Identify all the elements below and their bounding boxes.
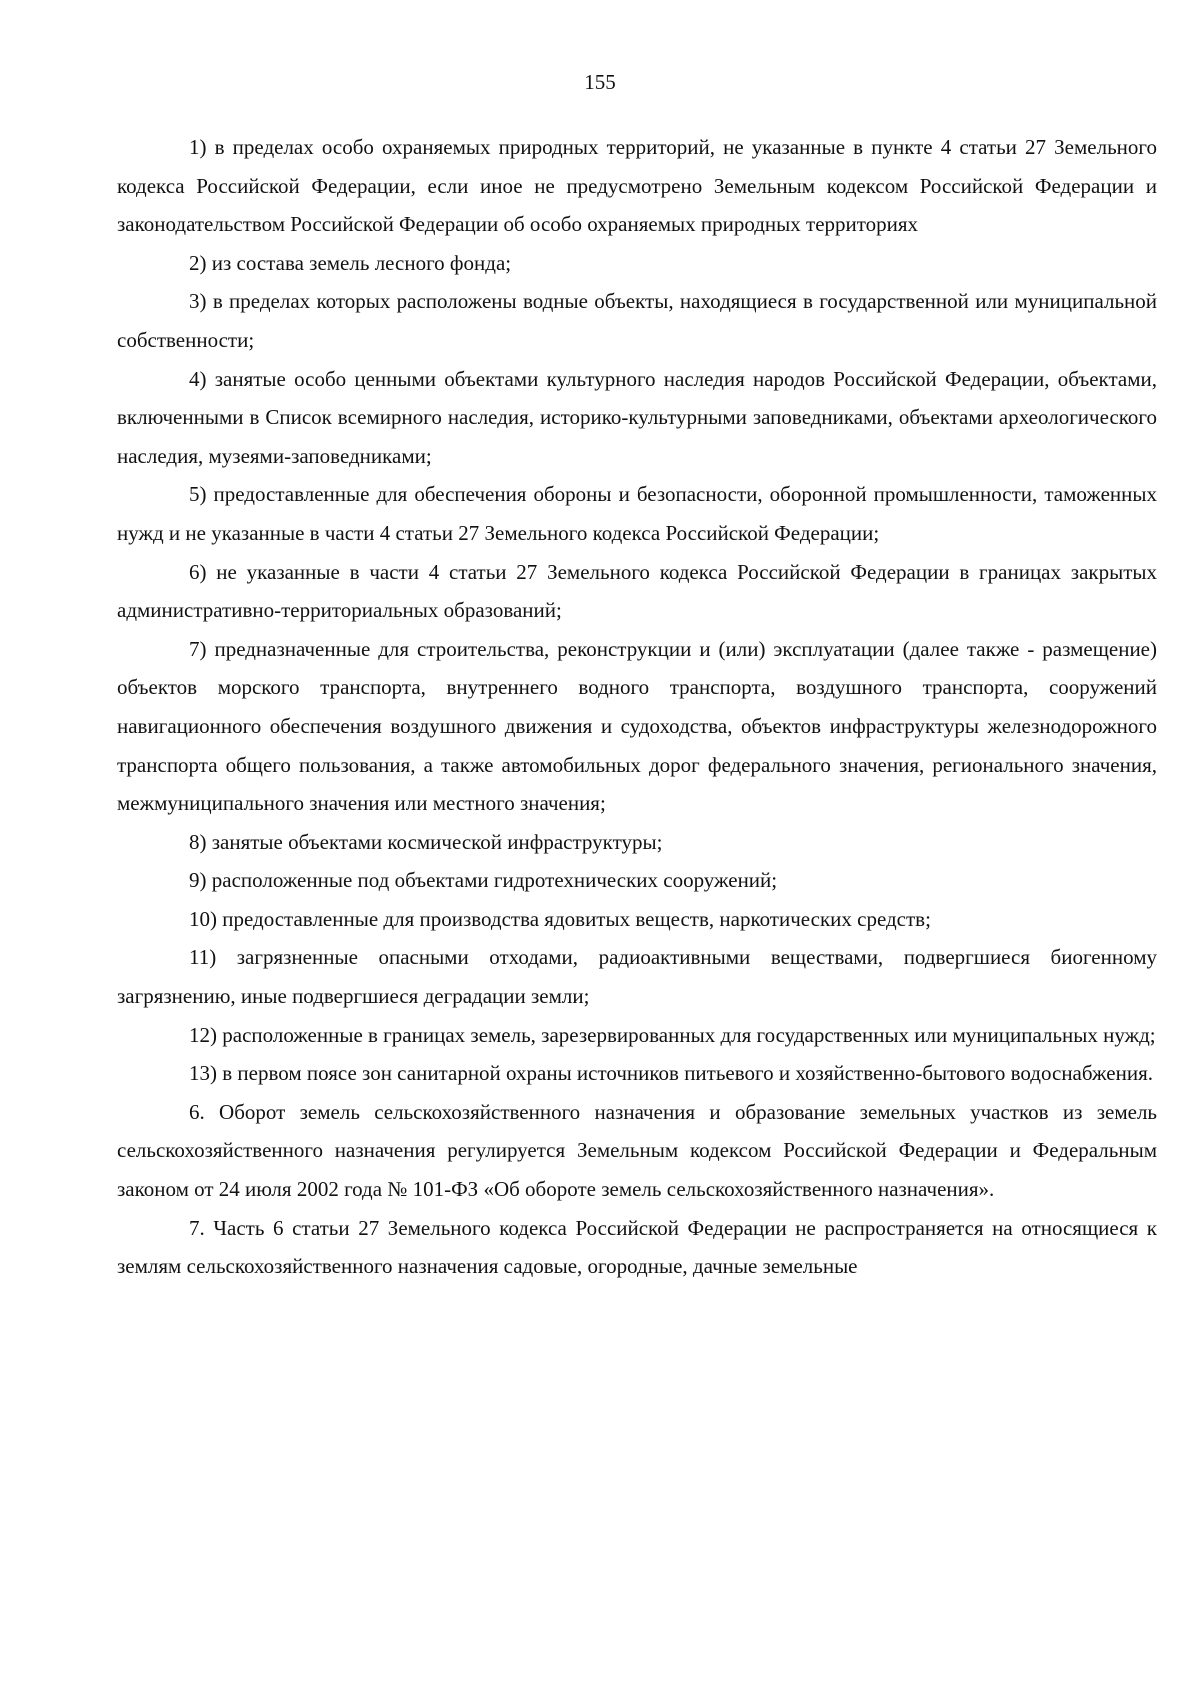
paragraph-item-13: 13) в первом поясе зон санитарной охраны источников питьевого и хозяйственно-бытового водоснабжения. <box>189 1061 1153 1086</box>
page-number: 155 <box>584 70 616 94</box>
section-7-paragraph: 7. Часть 6 статьи 27 Земельного кодекса Российской Федерации не распространяется на относящиеся к землям сельскохозяйственного назначения садовые, огородные, дачные земельные <box>117 1215 1157 1279</box>
paragraph-item-10: 10) предоставленные для производства ядовитых веществ, наркотических средств; <box>189 906 931 931</box>
paragraph-item-7: 7) предназначенные для строительства, реконструкции и (или) эксплуатации (далее также - размещение) объектов морского транспорта, внутреннего водного транспорта, воздушного транспорта, сооружений навигационного обеспечения воздушного движения и судоходства, объектов инфраструктуры железнодорожного транспорта общего пользования, а также автомобильных дорог федерального значения, регионального значения, межмуниципального значения или местного значения; <box>117 636 1157 816</box>
paragraph-item-6: 6) не указанные в части 4 статьи 27 Земельного кодекса Российской Федерации в границах закрытых административно-территориальных образований; <box>117 559 1157 623</box>
section-6-paragraph: 6. Оборот земель сельскохозяйственного назначения и образование земельных участков из земель сельскохозяйственного назначения регулируется Земельным кодексом Российской Федерации и Федеральным законом от 24 июля 2002 года № 101-ФЗ «Об обороте земель сельскохозяйственного назначения». <box>117 1099 1157 1202</box>
paragraph-item-8: 8) занятые объектами космической инфраструктуры; <box>189 829 663 854</box>
paragraph-item-1: 1) в пределах особо охраняемых природных территорий, не указанные в пункте 4 статьи 27 Земельного кодекса Российской Федерации, если иное не предусмотрено Земельным кодексом Российской Федерации и законодательством Российской Федерации об особо охраняемых природных территориях <box>117 135 1157 237</box>
paragraph-item-2: 2) из состава земель лесного фонда; <box>189 250 512 275</box>
paragraph-item-11: 11) загрязненные опасными отходами, радиоактивными веществами, подвергшиеся биогенному загрязнению, иные подвергшиеся деградации земли; <box>117 945 1157 1009</box>
document-body <box>117 128 1157 1286</box>
paragraph-item-4: 4) занятые особо ценными объектами культурного наследия народов Российской Федерации, объектами, включенными в Список всемирного наследия, историко-культурными заповедниками, объектами археологического наследия, музеями-заповедниками; <box>117 366 1157 468</box>
paragraph-item-12: 12) расположенные в границах земель, зарезервированных для государственных или муниципальных нужд; <box>189 1022 1156 1047</box>
paragraph-item-3: 3) в пределах которых расположены водные объекты, находящиеся в государственной или муниципальной собственности; <box>117 289 1157 352</box>
paragraph-item-9: 9) расположенные под объектами гидротехнических сооружений; <box>189 868 778 893</box>
paragraph-item-5: 5) предоставленные для обеспечения обороны и безопасности, оборонной промышленности, таможенных нужд и не указанные в части 4 статьи 27 Земельного кодекса Российской Федерации; <box>117 482 1157 545</box>
